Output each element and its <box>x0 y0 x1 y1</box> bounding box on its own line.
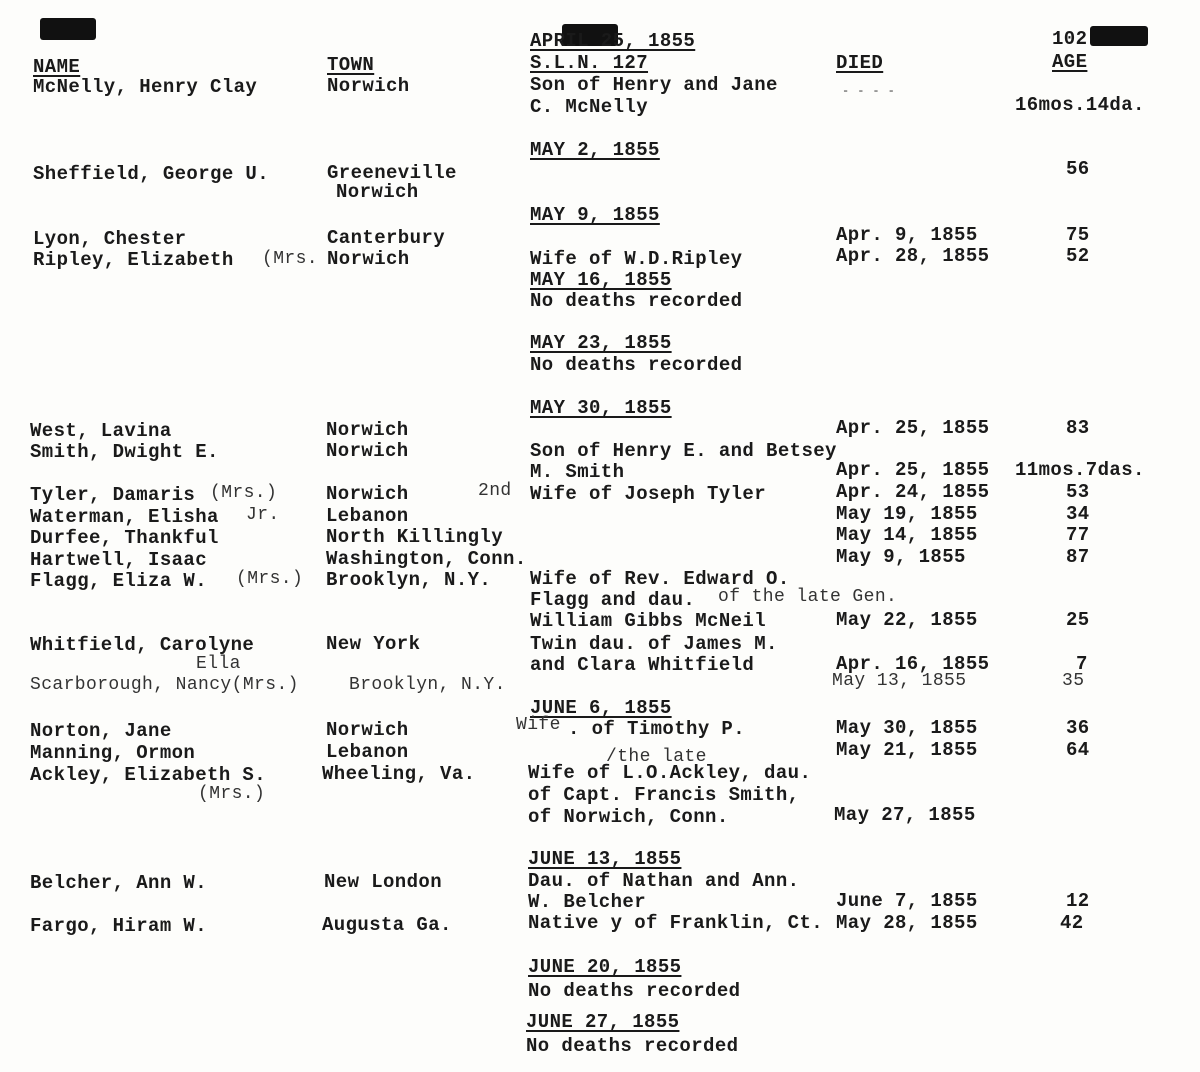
entry-died: Apr. 24, 1855 <box>836 481 990 503</box>
entry-name: Hartwell, Isaac <box>30 549 208 571</box>
entry-age: 7 <box>1076 653 1088 675</box>
entry-age: 16mos.14da. <box>1015 94 1145 116</box>
section-date: MAY 30, 1855 <box>530 397 672 419</box>
column-header-age: AGE <box>1052 51 1088 73</box>
entry-age: 83 <box>1066 417 1090 439</box>
entry-name-note: Jr. <box>246 505 280 525</box>
entry-note: Twin dau. of James M. <box>530 633 778 655</box>
entry-name: Ripley, Elizabeth <box>33 249 234 271</box>
entry-died: Apr. 28, 1855 <box>836 245 990 267</box>
entry-age: 56 <box>1066 158 1090 180</box>
entry-name: McNelly, Henry Clay <box>33 76 258 98</box>
entry-town: Norwich <box>326 483 409 505</box>
column-header-name: NAME <box>33 56 81 78</box>
entry-name: Ackley, Elizabeth S. <box>30 764 267 786</box>
entry-note: Wife <box>516 715 561 735</box>
entry-town: Norwich <box>327 248 410 270</box>
entry-age: 64 <box>1066 739 1090 761</box>
entry-name-note: (Mrs.) <box>198 784 266 804</box>
section-date: JUNE 6, 1855 <box>530 697 672 719</box>
section-source: S.L.N. 127 <box>530 52 649 74</box>
entry-note: Son of Henry and Jane <box>530 74 778 96</box>
entry-town: New York <box>326 633 421 655</box>
entry-name: Scarborough, Nancy(Mrs.) <box>30 675 299 695</box>
entry-town: North Killingly <box>326 526 504 548</box>
entry-died: May 21, 1855 <box>836 739 978 761</box>
entry-note: M. Smith <box>530 461 625 483</box>
section-date: MAY 2, 1855 <box>530 139 660 161</box>
section-date: MAY 9, 1855 <box>530 204 660 226</box>
entry-name: Norton, Jane <box>30 720 172 742</box>
entry-town: Wheeling, Va. <box>322 763 476 785</box>
entry-town: Norwich <box>326 719 409 741</box>
entry-died: May 27, 1855 <box>834 804 976 826</box>
section-note: No deaths recorded <box>528 980 741 1002</box>
entry-age: 36 <box>1066 717 1090 739</box>
entry-town: New London <box>324 871 443 893</box>
section-date: APRIL 25, 1855 <box>530 30 696 52</box>
entry-name: Flagg, Eliza W. <box>30 570 208 592</box>
entry-name: Whitfield, Carolyne <box>30 634 255 656</box>
entry-note: /the late <box>606 747 707 767</box>
entry-town: Greeneville <box>327 162 457 184</box>
entry-name: Waterman, Elisha <box>30 506 219 528</box>
entry-name-note: (Mrs.) <box>236 569 304 589</box>
redaction-mark <box>1090 26 1148 46</box>
entry-age: 53 <box>1066 481 1090 503</box>
entry-town: Canterbury <box>327 227 446 249</box>
entry-age: 87 <box>1066 546 1090 568</box>
entry-name: Sheffield, George U. <box>33 163 270 185</box>
entry-note: W. Belcher <box>528 891 647 913</box>
entry-town: Brooklyn, N.Y. <box>349 675 506 695</box>
entry-town: Augusta Ga. <box>322 914 452 936</box>
column-header-died: DIED <box>836 52 884 74</box>
entry-note: . of Timothy P. <box>568 718 746 740</box>
page-number: 102 <box>1052 28 1088 50</box>
entry-note: C. McNelly <box>530 96 649 118</box>
entry-note: Son of Henry E. and Betsey <box>530 440 837 462</box>
entry-town: Lebanon <box>326 741 409 763</box>
section-note: No deaths recorded <box>526 1035 739 1057</box>
entry-died: Apr. 25, 1855 <box>836 459 990 481</box>
entry-note: of the late Gen. <box>718 587 898 607</box>
entry-died: Apr. 9, 1855 <box>836 224 978 246</box>
entry-died: May 19, 1855 <box>836 503 978 525</box>
entry-name: Manning, Ormon <box>30 742 196 764</box>
entry-name: Tyler, Damaris <box>30 484 196 506</box>
entry-age: 35 <box>1062 671 1085 691</box>
entry-town: Norwich <box>326 440 409 462</box>
column-header-town: TOWN <box>327 54 375 76</box>
entry-died: May 22, 1855 <box>836 609 978 631</box>
entry-note: Wife of W.D.Ripley <box>530 248 743 270</box>
entry-note: Wife of Rev. Edward O. <box>530 568 790 590</box>
section-note: No deaths recorded <box>530 354 743 376</box>
entry-died: June 7, 1855 <box>836 890 978 912</box>
entry-note-prefix: 2nd <box>478 481 512 501</box>
entry-name: Fargo, Hiram W. <box>30 915 208 937</box>
entry-died: May 14, 1855 <box>836 524 978 546</box>
entry-note: William Gibbs McNeil <box>530 610 767 632</box>
entry-age: 12 <box>1066 890 1090 912</box>
entry-town: Lebanon <box>326 505 409 527</box>
entry-town: Norwich <box>326 419 409 441</box>
entry-note: Native y of Franklin, Ct. <box>528 912 824 934</box>
section-date: MAY 16, 1855 <box>530 269 672 291</box>
entry-died: May 13, 1855 <box>832 671 967 691</box>
entry-town: Washington, Conn. <box>326 548 527 570</box>
entry-died: May 9, 1855 <box>836 546 966 568</box>
entry-town: Norwich <box>327 75 410 97</box>
entry-note: of Capt. Francis Smith, <box>528 784 800 806</box>
entry-note: Flagg and dau. <box>530 589 696 611</box>
entry-note: of Norwich, Conn. <box>528 806 729 828</box>
section-note: No deaths recorded <box>530 290 743 312</box>
entry-age: 52 <box>1066 245 1090 267</box>
entry-age: 11mos.7das. <box>1015 459 1145 481</box>
entry-age: 42 <box>1060 912 1084 934</box>
section-date: MAY 23, 1855 <box>530 332 672 354</box>
entry-died: May 30, 1855 <box>836 717 978 739</box>
entry-name-note: Ella <box>196 654 241 674</box>
entry-name: Durfee, Thankful <box>30 527 219 549</box>
entry-died: May 28, 1855 <box>836 912 978 934</box>
entry-note: Dau. of Nathan and Ann. <box>528 870 800 892</box>
entry-died: Apr. 25, 1855 <box>836 417 990 439</box>
entry-note: Wife of L.O.Ackley, dau. <box>528 762 812 784</box>
entry-age: 34 <box>1066 503 1090 525</box>
entry-name-note: (Mrs. <box>262 249 319 269</box>
entry-note: Wife of Joseph Tyler <box>530 483 767 505</box>
section-date: JUNE 13, 1855 <box>528 848 682 870</box>
entry-died: Apr. 16, 1855 <box>836 653 990 675</box>
entry-age: 75 <box>1066 224 1090 246</box>
entry-name: Smith, Dwight E. <box>30 441 219 463</box>
entry-name: West, Lavina <box>30 420 172 442</box>
entry-town: Norwich <box>336 181 419 203</box>
section-date: JUNE 20, 1855 <box>528 956 682 978</box>
entry-age: 25 <box>1066 609 1090 631</box>
entry-died: - - - - <box>842 84 896 98</box>
entry-note: and Clara Whitfield <box>530 654 755 676</box>
entry-name: Lyon, Chester <box>33 228 187 250</box>
entry-name-note: (Mrs.) <box>210 483 278 503</box>
entry-age: 77 <box>1066 524 1090 546</box>
redaction-mark <box>40 18 96 40</box>
entry-town: Brooklyn, N.Y. <box>326 569 492 591</box>
section-date: JUNE 27, 1855 <box>526 1011 680 1033</box>
entry-name: Belcher, Ann W. <box>30 872 208 894</box>
